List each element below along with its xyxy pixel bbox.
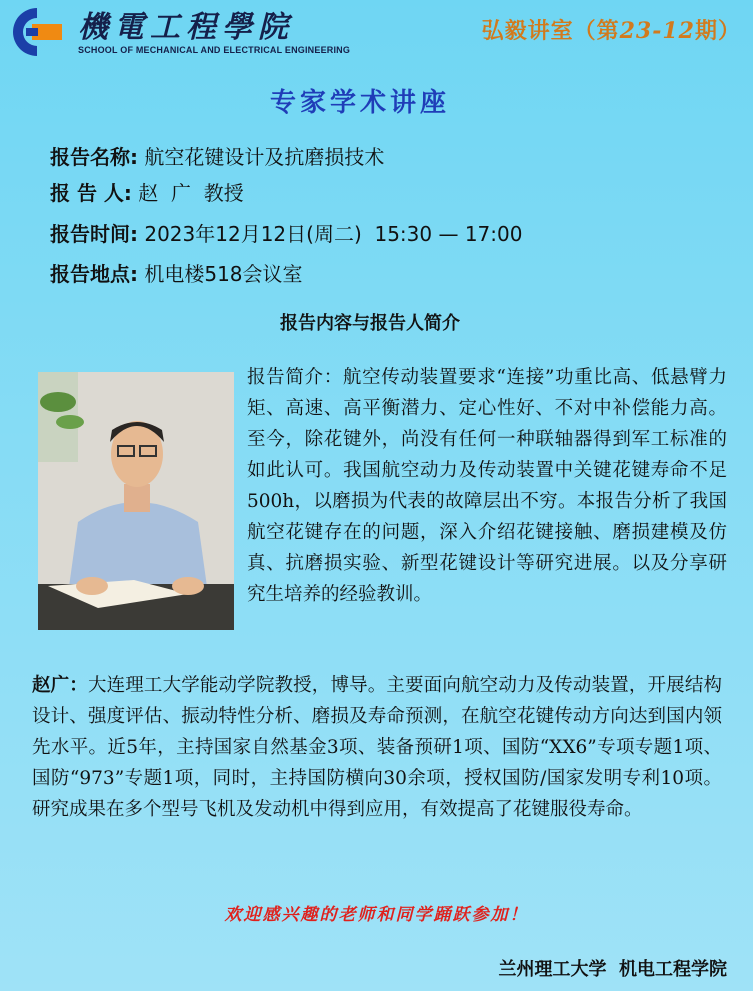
info-label: 报 告 人: bbox=[50, 181, 132, 205]
info-label: 报告名称: bbox=[50, 145, 138, 169]
series-number: 23-12 bbox=[619, 18, 695, 44]
organizer-footer: 兰州理工大学 机电工程学院 bbox=[498, 959, 727, 980]
info-value: 赵 广 教授 bbox=[138, 181, 244, 205]
info-row-location bbox=[50, 261, 303, 287]
page-title: 专家学术讲座 bbox=[269, 88, 450, 118]
invitation-text: 欢迎感兴趣的老师和同学踊跃参加！ bbox=[224, 905, 529, 925]
info-row-time bbox=[50, 221, 522, 247]
lecture-series-label bbox=[482, 14, 741, 45]
school-name-cn: 機電工程學院 bbox=[78, 10, 294, 45]
school-name-en: SCHOOL OF MECHANICAL AND ELECTRICAL ENGINEERING bbox=[78, 45, 351, 55]
speaker-bio-name: 赵广： bbox=[32, 675, 88, 696]
series-prefix: 弘毅讲室（第 bbox=[481, 19, 620, 44]
info-row-speaker bbox=[50, 180, 244, 206]
info-label: 报告时间: bbox=[50, 222, 138, 246]
speaker-bio-text: 大连理工大学能动学院教授，博导。主要面向航空动力及传动装置，开展结构设计、强度评估、振动特性分析、磨损及寿命预测，在航空花键传动方向达到国内领先水平。近5年，主持国家自然基金3项、装备预研1项、国防“XX6”专项专题1项、国防“973”专题1项，同时，主持国防横向30余项，授权国防/国家发明专利10项。研究成果在多个型号飞机及发动机中得到应用，有效提高了花键服役寿命。 bbox=[32, 675, 722, 820]
series-suffix: 期） bbox=[694, 19, 741, 44]
speaker-bio bbox=[32, 670, 722, 825]
info-label: 报告地点: bbox=[50, 262, 138, 286]
info-value: 2023年12月12日(周二) 15:30 — 17:00 bbox=[144, 222, 523, 246]
info-value: 机电楼518会议室 bbox=[144, 262, 303, 286]
speaker-photo bbox=[38, 372, 234, 630]
lecture-abstract: 报告简介：航空传动装置要求“连接”功重比高、低悬臂力矩、高速、高平衡潜力、定心性好、不对中补偿能力高。至今，除花键外，尚没有任何一种联轴器得到军工标准的如此认可。我国航空动力及传动装置中关键花键寿命不足500h，以磨损为代表的故障层出不穷。本报告分析了我国航空花键存在的问题，深入介绍花键接触、磨损建模及仿真、抗磨损实验、新型花键设计等研究进展。以及分享研究生培养的经验教训。 bbox=[247, 367, 727, 605]
info-value: 航空花键设计及抗磨损技术 bbox=[144, 145, 385, 169]
info-row-title bbox=[50, 144, 384, 170]
section-heading: 报告内容与报告人简介 bbox=[280, 313, 460, 334]
school-emblem-icon bbox=[6, 6, 68, 58]
